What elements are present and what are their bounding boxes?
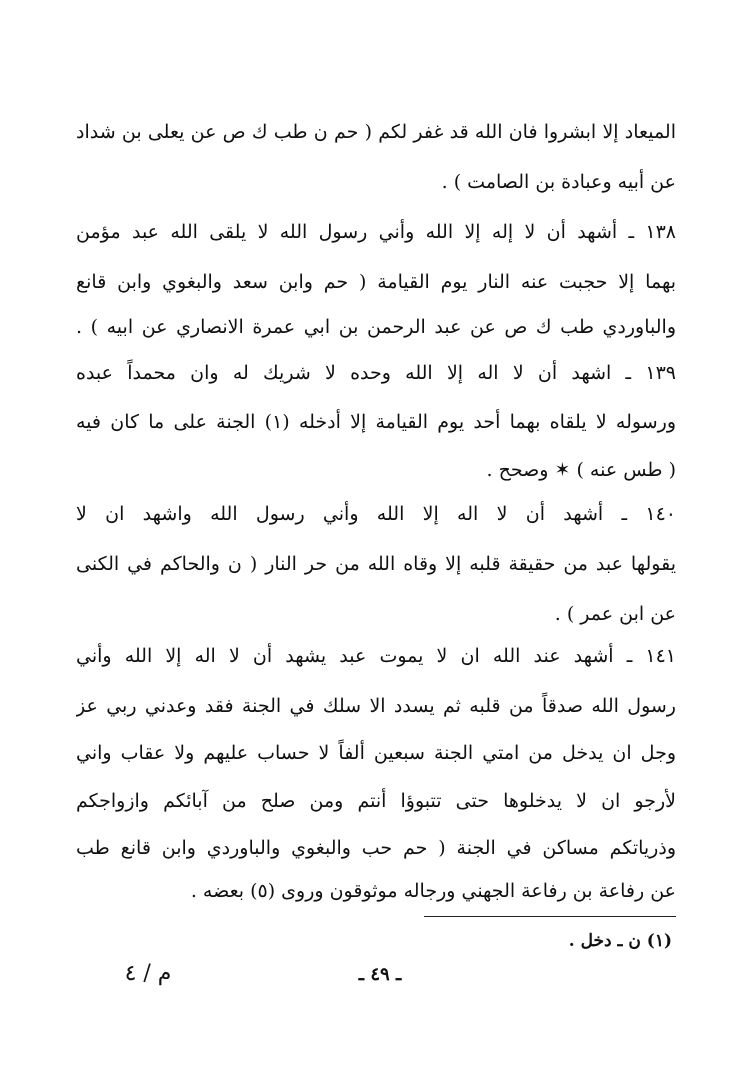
footnote-rule — [424, 916, 676, 917]
footnote: (١) ن ـ دخل . — [568, 931, 672, 951]
text-line: ١٣٩ ـ اشهد أن لا اله إلا الله وحده لا شريك له وان محمداً عبده — [76, 362, 676, 384]
text-line: ١٣٨ ـ أشهد أن لا إله إلا الله وأني رسول الله لا يلقى الله عبد مؤمن — [76, 221, 676, 243]
text-line: يقولها عبد من حقيقة قلبه إلا وقاه الله من حر النار ( ن والحاكم في الكنى — [76, 553, 676, 575]
text-line: عن رفاعة بن رفاعة الجهني ورجاله موثوقون وروى (٥) بعضه . — [190, 880, 676, 902]
text-line: الميعاد إلا ابشروا فان الله قد غفر لكم ( حم ن طب ك ص عن يعلى بن شداد — [76, 121, 676, 143]
text-line: رسول الله صدقاً من قلبه ثم يسدد الا سلك في الجنة فقد وعدني ربي عز — [76, 695, 676, 717]
page-number: ـ ٤٩ ـ — [358, 964, 402, 985]
text-line: لأرجو ان لا يدخلوها حتى تتبوؤا أنتم ومن صلح من آبائكم وازواجكم — [76, 790, 676, 812]
text-line: والباوردي طب ك ص عن عبد الرحمن بن ابي عمرة الانصاري عن ابيه ) . — [76, 316, 676, 338]
signature-mark: م / ٤ — [124, 961, 172, 986]
text-line: ورسوله لا يلقاه بهما أحد يوم القيامة إلا أدخله (١) الجنة على ما كان فيه — [76, 411, 676, 433]
text-line: وذرياتكم مساكن في الجنة ( حم حب والبغوي والباوردي وابن قانع طب — [76, 837, 676, 859]
text-line: وجل ان يدخل من امتي الجنة سبعين ألفاً لا حساب عليهم ولا عقاب واني — [76, 742, 676, 764]
text-line: عن ابن عمر ) . — [554, 603, 676, 625]
text-line: ١٤٠ ـ أشهد أن لا اله إلا الله وأني رسول الله واشهد ان لا — [76, 503, 676, 525]
text-line: ١٤١ ـ أشهد عند الله ان لا يموت عبد يشهد أن لا اله إلا الله وأني — [76, 645, 676, 667]
text-line: بهما إلا حجبت عنه النار يوم القيامة ( حم وابن سعد والبغوي وابن قانع — [76, 271, 676, 293]
text-line: ( طس عنه ) ✶ وصحح . — [486, 459, 676, 481]
text-line: عن أبيه وعبادة بن الصامت ) . — [441, 171, 676, 193]
